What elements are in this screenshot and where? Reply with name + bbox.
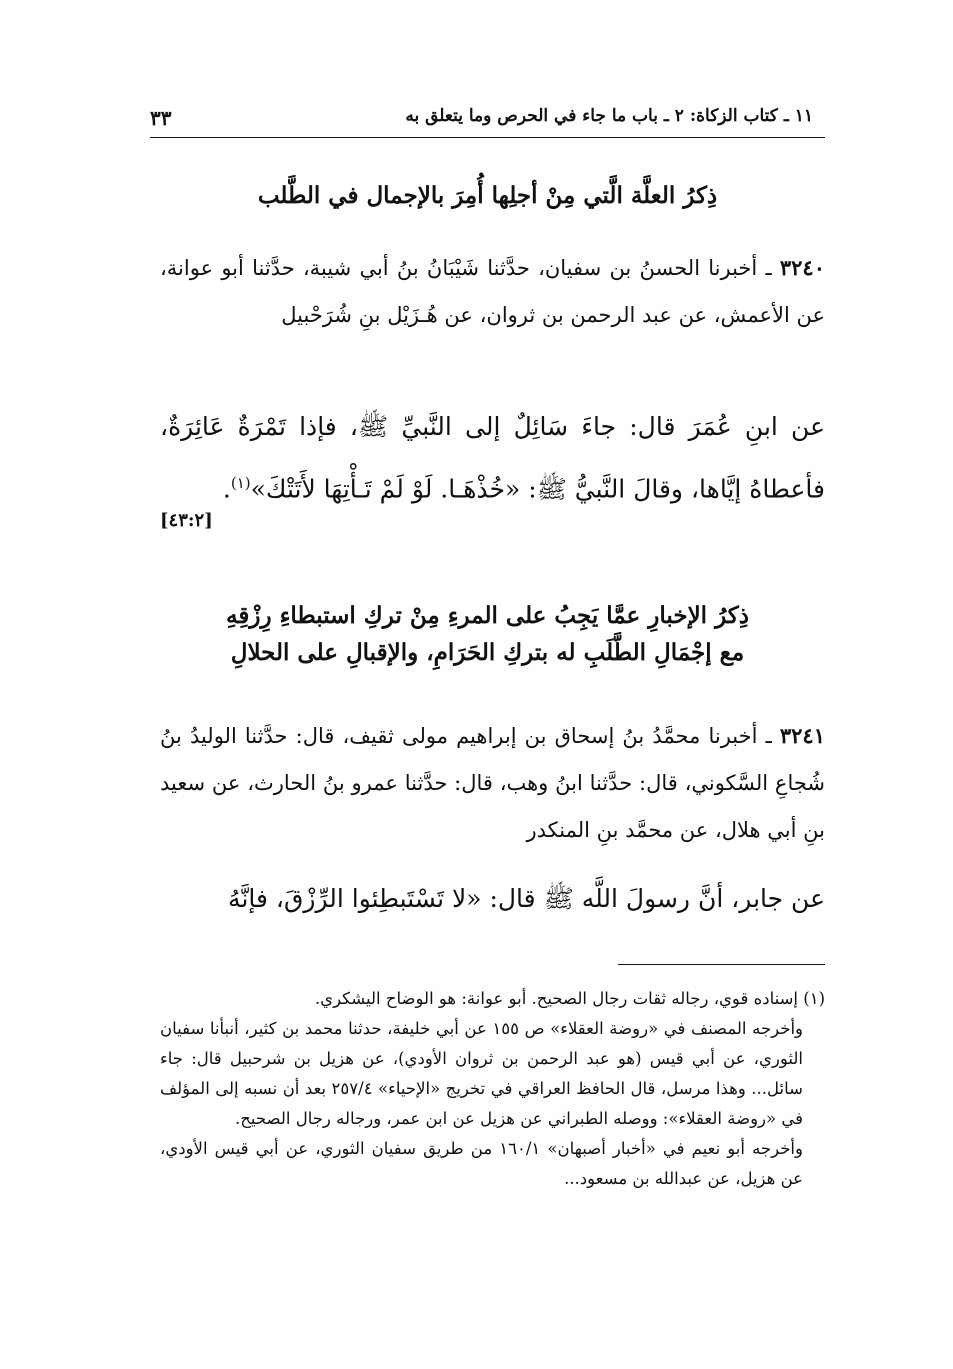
end-mark: . [222,474,231,504]
header-divider [150,137,825,138]
footnote-marker: (١) [230,474,251,492]
volume-reference: [٤٣:٢] [160,510,213,531]
footnote-1-continuation: وأخرجه المصنف في «روضة العقلاء» ص ١٥٥ عن أبي خليفة، حدثنا محمد بن كثير، أنبأنا سفيان الثوري، عن أبي قيس (هو عبد الرحمن بن ثروان الأودي)، عن هزيل بن شرحبيل قال: جاء سائل... وهذا مرسل، قال الحافظ العراقي في تخريج «الإحياء» ٢٥٧/٤ بعد أن نسبه إلى المؤلف في «روضة العقلاء»: ووصله الطبراني عن هزيل عن ابن عمر، ورجاله رجال الصحيح. [160,1019,803,1128]
hadith-number: ٣٢٤١ [779,723,825,748]
heading-line-2: مع إجْمَالِ الطَّلَبِ له بتركِ الحَرَامِ، والإقبالِ على الحلالِ [230,638,745,666]
isnad-text: ـ أخبرنا الحسنُ بن سفيان، حدَّثنا شَيْبَانُ بنُ أبي شيبة، حدَّثنا أبو عوانة، عن الأعمش، عن عبد الرحمن بن ثروان، عن هُـزَيْل بنِ شُرَحْبيل [160,256,825,327]
footnote-1: (١) إسناده قوي، رجاله ثقات رجال الصحيح. أبو عوانة: هو الوضاح اليشكري. [314,989,825,1008]
footnote-1-continuation: وأخرجه أبو نعيم في «أخبار أصبهان» ١٦٠/١ من طريق سفيان الثوري، عن أبي قيس الأودي، عن هزيل، عن عبدالله بن مسعود... [160,1139,803,1188]
isnad-text: ـ أخبرنا محمَّدُ بنُ إسحاق بن إبراهيم مولى ثقيف، قال: حدَّثنا الوليدُ بنُ شُجاعِ السَّكوني، قال: حدَّثنا ابنُ وهب، قال: حدَّثنا عمرو بنُ الحارث، عن سعيد بنِ أبي هلال، عن محمَّد بنِ المنكدر [160,724,825,842]
heading-line-1: ذِكرُ الإخبارِ عمَّا يَجِبُ على المرءِ مِنْ تركِ استبطاءِ رِزْقِهِ [226,602,749,629]
footnotes [160,984,825,1194]
page-number: ٣٣ [150,106,172,130]
matn-text: عن ابنِ عُمَرَ قال: جاءَ سَائِلٌ إلى النَّبيِّ ﷺ، فإذا تَمْرَةٌ عَائِرَةٌ، فأعطاهُ إيَّاها، وقالَ النَّبيُّ ﷺ: «خُذْهَـا. لَوْ لَمْ تَـأْتِهَا لأَتَتْكَ» [160,412,825,504]
hadith-3241-isnad [160,712,825,854]
footnote-divider [618,964,825,965]
section-heading-2 [150,598,825,672]
hadith-3240-matn [160,398,825,517]
hadith-number: ٣٢٤٠ [779,255,825,280]
section-heading-1: ذِكرُ العلَّة الَّتي مِنْ أجلِها أُمِرَ بالإجمال في الطَّلب [257,182,718,209]
hadith-3240-isnad [160,244,825,339]
hadith-3241-matn: عن جابر، أنَّ رسولَ اللَّه ﷺ قال: «لا تَسْتَبطِئوا الرِّزْقَ، فإنَّهُ [228,884,825,913]
running-header: ١١ ـ كتاب الزكاة: ٢ ـ باب ما جاء في الحرص وما يتعلق به [405,106,813,126]
